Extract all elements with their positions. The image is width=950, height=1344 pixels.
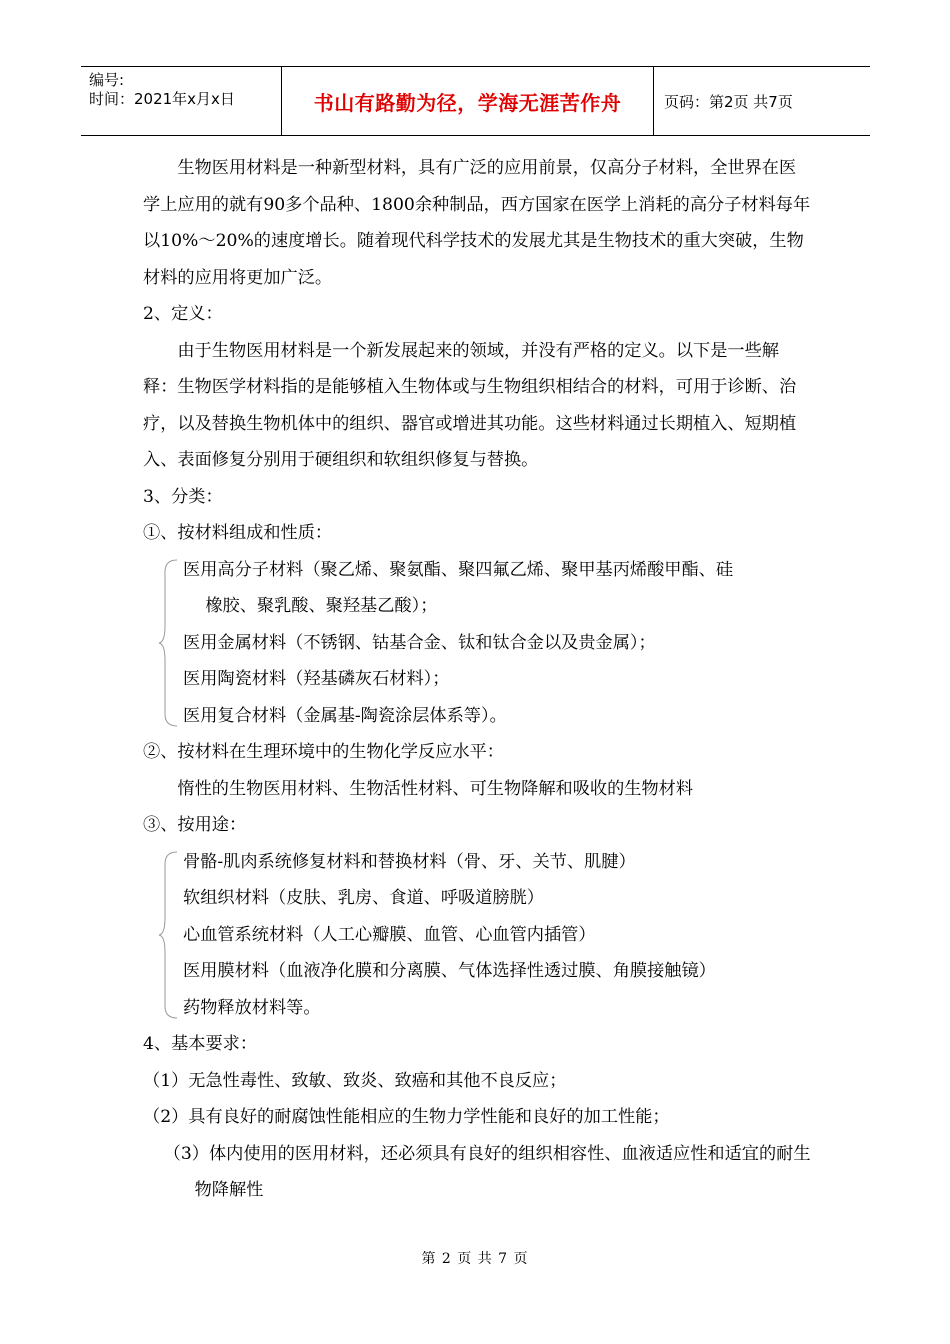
class-3-item: 软组织材料（皮肤、乳房、食道、呼吸道膀胱） xyxy=(183,888,544,908)
section-4-title: 4、基本要求： xyxy=(143,1034,258,1054)
class-3-item: 医用膜材料（血液净化膜和分离膜、气体选择性透过膜、角膜接触镜） xyxy=(183,961,716,981)
left-brace-icon xyxy=(157,850,179,1020)
left-brace-icon xyxy=(157,558,179,728)
header-left-cell xyxy=(81,67,281,135)
class-1-item: 医用陶瓷材料（羟基磷灰石材料）； xyxy=(183,669,450,689)
class-3-list xyxy=(143,844,813,1027)
header-table xyxy=(81,66,870,136)
class-1-item: 医用金属材料（不锈钢、钴基合金、钛和钛合金以及贵金属）； xyxy=(183,632,656,653)
time-label: 时间：2021年x月x日 xyxy=(89,90,235,108)
document-body xyxy=(143,150,813,1209)
class-1-item: 医用高分子材料（聚乙烯、聚氨酯、聚四氟乙烯、聚甲基丙烯酸甲酯、硅 xyxy=(183,559,734,580)
class-3-title: ③、按用途： xyxy=(143,815,247,835)
requirement-1: （1）无急性毒性、致敏、致炎、致癌和其他不良反应； xyxy=(143,1070,567,1091)
page-footer: 第 2 页 共 7 页 xyxy=(421,1251,529,1267)
class-1-item-cont: 橡胶、聚乳酸、聚羟基乙酸）； xyxy=(205,596,438,616)
requirement-3: （3）体内使用的医用材料，还必须具有良好的组织相容性、血液适应性和适宜的耐生物降解性 xyxy=(163,1143,811,1200)
class-2-title: ②、按材料在生理环境中的生物化学反应水平： xyxy=(143,742,504,762)
number-label: 编号: xyxy=(89,71,125,89)
class-1-title: ①、按材料组成和性质： xyxy=(143,523,333,543)
requirement-2: （2）具有良好的耐腐蚀性能相应的生物力学性能和良好的加工性能； xyxy=(143,1107,670,1127)
motto: 书山有路勤为径，学海无涯苦作舟 xyxy=(281,67,654,135)
class-3-item: 药物释放材料等。 xyxy=(183,997,321,1018)
definition-paragraph: 由于生物医用材料是一个新发展起来的领域，并没有严格的定义。以下是一些解释：生物医学材料指的是能够植入生物体或与生物组织相结合的材料，可用于诊断、治疗，以及替换生物机体中的组织、器官或增进其功能。这些材料通过长期植入、短期植入、表面修复分别用于硬组织和软组织修复与替换。 xyxy=(143,340,797,470)
class-2-text: 惰性的生物医用材料、生物活性材料、可生物降解和吸收的生物材料 xyxy=(177,778,694,799)
page-info: 页码：第2页 共7页 xyxy=(664,92,793,111)
class-3-item: 心血管系统材料（人工心瓣膜、血管、心血管内插管） xyxy=(183,924,596,945)
section-3-title: 3、分类： xyxy=(143,486,223,507)
class-3-item: 骨骼-肌肉系统修复材料和替换材料（骨、牙、关节、肌腱） xyxy=(183,851,636,872)
class-1-list xyxy=(143,552,813,735)
intro-paragraph: 生物医用材料是一种新型材料，具有广泛的应用前景，仅高分子材料，全世界在医学上应用的就有90多个品种、1800余种制品，西方国家在医学上消耗的高分子材料每年以10%～20%的速度增长。随着现代科学技术的发展尤其是生物技术的重大突破，生物材料的应用将更加广泛。 xyxy=(143,158,811,288)
class-1-item: 医用复合材料（金属基-陶瓷涂层体系等）。 xyxy=(183,705,507,726)
section-2-title: 2、定义： xyxy=(143,304,223,324)
